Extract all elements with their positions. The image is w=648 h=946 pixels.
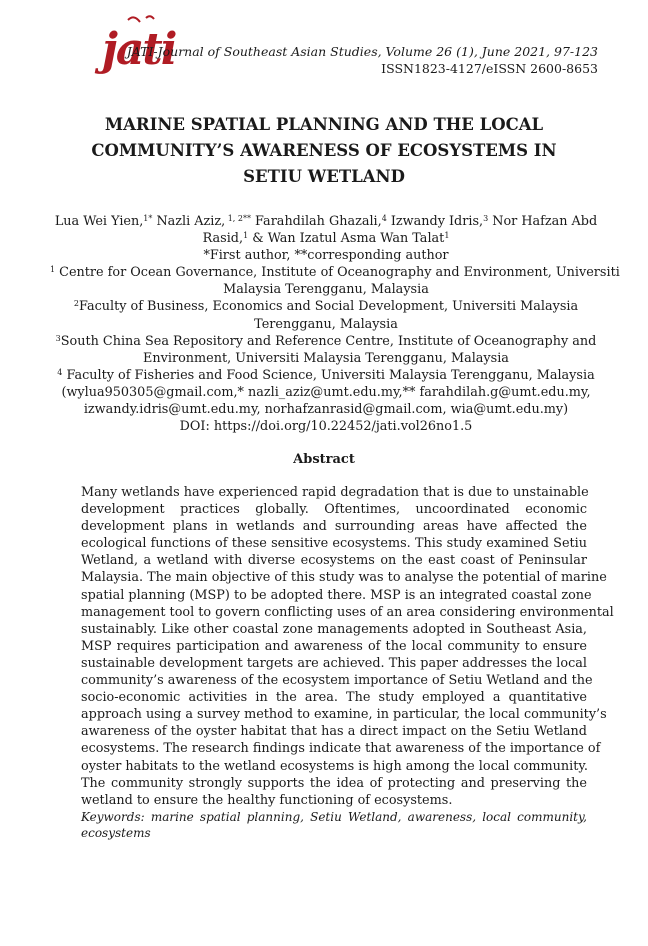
- abstract-line: approach using a survey method to examine, in particular, the local community’s: [81, 707, 607, 723]
- author-name: Izwandy Idris,: [386, 214, 484, 229]
- abstract-line: ecosystems. The research findings indicate that awareness of the importance of: [81, 741, 601, 757]
- affiliation-line: Environment, Universiti Malaysia Terengganu, Malaysia: [143, 350, 509, 366]
- affiliation-line: Terengganu, Malaysia: [254, 316, 398, 332]
- email-line: izwandy.idris@umt.edu.my, norhafzanrasid@gmail.com, wia@umt.edu.my): [83, 402, 569, 418]
- abstract-line: Wetland, a wetland with diverse ecosystems on the east coast of Peninsular: [81, 553, 587, 569]
- abstract-line: ecological functions of these sensitive ecosystems. This study examined Setiu: [81, 536, 587, 552]
- author-marker: 1, 2**: [225, 214, 251, 223]
- affiliation-marker: 1: [50, 265, 56, 275]
- abstract-line: development practices globally. Oftentimes, uncoordinated economic: [81, 502, 587, 518]
- abstract-line: development plans in wetlands and surrounding areas have affected the: [81, 519, 587, 535]
- abstract-line: Malaysia. The main objective of this study was to analyse the potential of marine: [81, 570, 607, 586]
- abstract-line: management tool to govern conflicting uses of an area considering environmental: [81, 604, 614, 620]
- title-line: COMMUNITY’S AWARENESS OF ECOSYSTEMS IN: [91, 141, 557, 160]
- author-name: Farahdilah Ghazali,: [250, 214, 382, 229]
- author-line: [50, 213, 602, 230]
- author-name: & Wan Izatul Asma Wan Talat: [248, 231, 445, 247]
- abstract-line: awareness of the oyster habitat that has a direct impact on the Setiu Wetland: [81, 724, 587, 740]
- paper-title: [60, 112, 588, 190]
- affiliation-line: Malaysia Terengganu, Malaysia: [223, 282, 429, 298]
- journal-issn: ISSN1823-4127/eISSN 2600-8653: [381, 61, 598, 76]
- affiliation-marker: 4: [57, 367, 63, 377]
- logo-text: jati: [102, 24, 176, 75]
- author-line: [50, 230, 602, 247]
- author-name: Nor Hafzan Abd: [488, 214, 598, 229]
- abstract-heading: Abstract: [293, 452, 355, 467]
- author-marker: 1: [444, 231, 450, 241]
- affiliation-marker: 2: [73, 299, 79, 309]
- author-note: *First author, **corresponding author: [203, 248, 449, 264]
- email-line: (wylua950305@gmail.com,* nazli_aziz@umt.edu.my,** farahdilah.g@umt.edu.my,: [61, 384, 591, 400]
- abstract-line: oyster habitats to the wetland ecosystems is high among the local community.: [81, 758, 589, 774]
- abstract-line: Many wetlands have experienced rapid degradation that is due to unstainable: [81, 485, 589, 500]
- abstract-body: [81, 484, 614, 809]
- affiliation-text: Faculty of Fisheries and Food Science, Universiti Malaysia Terengganu, Malaysia: [62, 367, 595, 383]
- affiliation-marker: 3: [55, 333, 61, 343]
- keywords: [81, 810, 587, 841]
- affiliation-line: [50, 264, 620, 281]
- abstract-line: sustainably. Like other coastal zone managements adopted in Southeast Asia,: [81, 621, 587, 637]
- doi-link[interactable]: DOI: https://doi.org/10.22452/jati.vol26no1.5: [179, 419, 473, 435]
- abstract-line: socio-economic activities in the area. The study employed a quantitative: [81, 690, 587, 706]
- author-name: Nazli Aziz,: [152, 214, 226, 229]
- keywords-line: Keywords: marine spatial planning, Setiu Wetland, awareness, local community,: [81, 810, 587, 824]
- author-name: Lua Wei Yien,: [54, 214, 144, 229]
- affiliation-text: Faculty of Business, Economics and Social Development, Universiti Malaysia: [78, 299, 579, 315]
- affiliation-text: South China Sea Repository and Reference Centre, Institute of Oceanography and: [60, 333, 597, 349]
- author-marker: 1*: [143, 214, 153, 223]
- abstract-line: MSP requires participation and awareness of the local community to ensure: [81, 638, 587, 654]
- author-marker: 4: [381, 214, 387, 223]
- journal-header: [127, 43, 598, 77]
- abstract-line: sustainable development targets are achieved. This paper addresses the local: [81, 655, 587, 671]
- abstract-line: community’s awareness of the ecosystem importance of Setiu Wetland and the: [81, 673, 593, 689]
- title-line: MARINE SPATIAL PLANNING AND THE LOCAL: [104, 115, 544, 134]
- abstract-line: The community strongly supports the idea of protecting and preserving the: [81, 775, 587, 791]
- affiliation-line: [50, 333, 602, 350]
- affiliation-line: [50, 367, 602, 384]
- affiliation-text: Centre for Ocean Governance, Institute of Oceanography and Environment, Universiti: [55, 265, 620, 281]
- journal-citation: JATI-Journal of Southeast Asian Studies, Volume 26 (1), June 2021, 97-123: [126, 44, 598, 59]
- abstract-line: spatial planning (MSP) to be adopted there. MSP is an integrated coastal zone: [81, 587, 592, 603]
- author-marker: 3: [483, 214, 489, 223]
- author-name: Rasid,: [202, 231, 244, 247]
- affiliation-line: [50, 298, 602, 315]
- abstract-line: wetland to ensure the healthy functioning of ecosystems.: [81, 792, 453, 808]
- author-marker: 1: [243, 231, 249, 241]
- author-block: [50, 213, 620, 435]
- keywords-line: ecosystems: [81, 825, 151, 840]
- title-line: SETIU WETLAND: [243, 167, 405, 186]
